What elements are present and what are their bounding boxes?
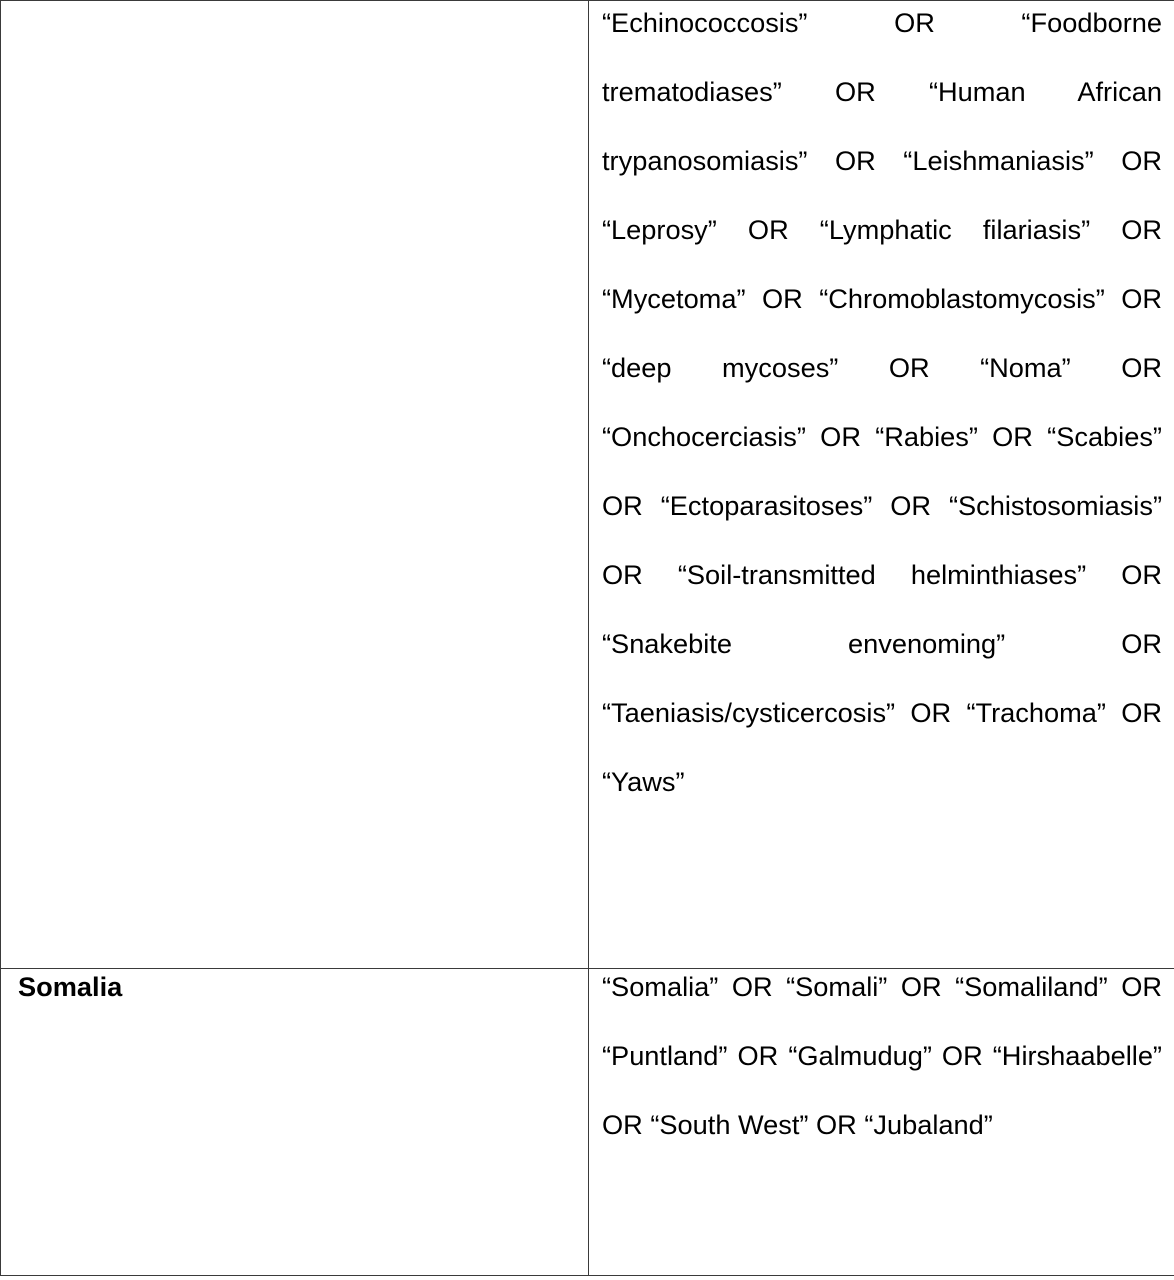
table-row: [1, 1, 1174, 969]
concept-label: Somalia: [18, 971, 123, 1002]
search-terms-cell: [589, 1, 1174, 969]
concept-cell: [1, 969, 589, 1276]
search-terms-cell: [589, 969, 1174, 1276]
concept-cell: [1, 1, 589, 969]
table-row: [1, 969, 1174, 1276]
search-terms-text: “Echinococcosis” OR “Foodborne trematodiases” OR “Human African trypanosomiasis” OR “Leishmaniasis” OR “Leprosy” OR “Lymphatic filariasis” OR “Mycetoma” OR “Chromoblastomycosis” OR “deep mycoses” OR “Noma” OR “Onchocerciasis” OR “Rabies” OR “Scabies” OR “Ectoparasitoses” OR “Schistosomiasis” OR “Soil-transmitted helminthiases” OR “Snakebite envenoming” OR “Taeniasis/cysticercosis” OR “Trachoma” OR “Yaws”: [602, 7, 1162, 797]
search-terms-text: “Somalia” OR “Somali” OR “Somaliland” OR “Puntland” OR “Galmudug” OR “Hirshaabelle” OR “South West” OR “Jubaland”: [602, 971, 1162, 1140]
